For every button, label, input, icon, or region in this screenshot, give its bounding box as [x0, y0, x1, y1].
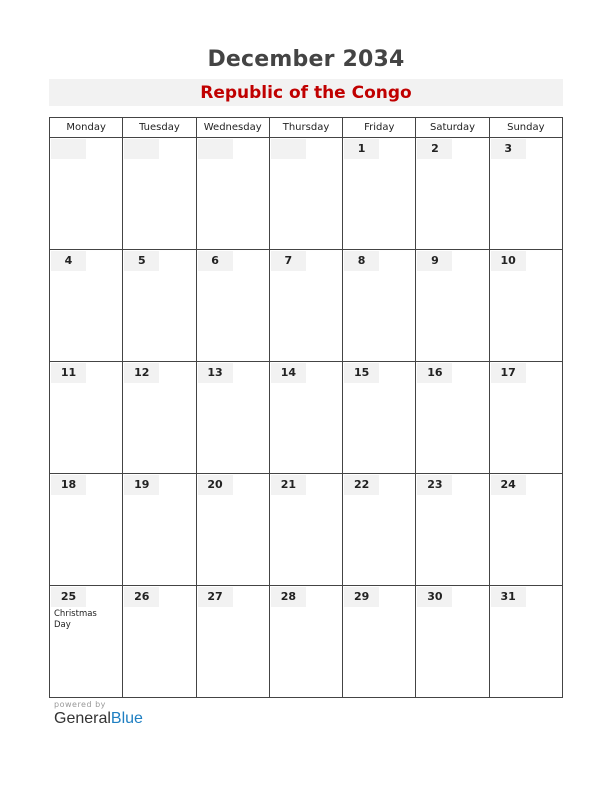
- footer: [54, 700, 143, 728]
- day-cell: [123, 250, 196, 362]
- day-number: [271, 139, 306, 159]
- day-number: 11: [51, 363, 86, 383]
- day-number: 29: [344, 587, 379, 607]
- day-cell: [123, 362, 196, 474]
- weekday-header-row: [50, 118, 563, 138]
- weekday-header: Thursday: [269, 118, 342, 138]
- calendar-grid: [49, 117, 563, 698]
- day-number: 26: [124, 587, 159, 607]
- country-banner: [49, 79, 563, 106]
- day-number: [198, 139, 233, 159]
- day-number: 31: [491, 587, 526, 607]
- day-number: 7: [271, 251, 306, 271]
- day-cell: [343, 586, 416, 698]
- weekday-header: Friday: [343, 118, 416, 138]
- day-number: 8: [344, 251, 379, 271]
- day-cell: [196, 138, 269, 250]
- country-name: Republic of the Congo: [200, 83, 412, 103]
- day-cell: [489, 474, 562, 586]
- day-cell: [343, 362, 416, 474]
- day-number: 17: [491, 363, 526, 383]
- generalblue-logo[interactable]: [54, 710, 143, 728]
- day-cell: [416, 362, 489, 474]
- day-cell: [489, 250, 562, 362]
- day-number: 25: [51, 587, 86, 607]
- brand-blue: Blue: [110, 710, 143, 727]
- day-cell: [269, 586, 342, 698]
- day-cell: [50, 250, 123, 362]
- day-number: 10: [491, 251, 526, 271]
- weekday-header: Sunday: [489, 118, 562, 138]
- day-number: 12: [124, 363, 159, 383]
- day-number: 5: [124, 251, 159, 271]
- day-number: 28: [271, 587, 306, 607]
- day-number: 13: [198, 363, 233, 383]
- day-cell: [269, 474, 342, 586]
- day-number: [51, 139, 86, 159]
- weekday-header: Saturday: [416, 118, 489, 138]
- day-number: 9: [417, 251, 452, 271]
- day-number: 19: [124, 475, 159, 495]
- week-row: [50, 138, 563, 250]
- day-cell: [343, 138, 416, 250]
- day-number: 1: [344, 139, 379, 159]
- day-cell: [123, 586, 196, 698]
- day-number: 16: [417, 363, 452, 383]
- day-cell: [269, 362, 342, 474]
- day-cell: [123, 138, 196, 250]
- day-number: 21: [271, 475, 306, 495]
- day-number: [124, 139, 159, 159]
- day-number: 23: [417, 475, 452, 495]
- day-cell: [343, 250, 416, 362]
- week-row: [50, 250, 563, 362]
- day-cell: [196, 362, 269, 474]
- day-cell: [416, 474, 489, 586]
- day-cell: [196, 250, 269, 362]
- day-number: 15: [344, 363, 379, 383]
- day-cell: [343, 474, 416, 586]
- day-cell: [269, 250, 342, 362]
- day-cell: [416, 586, 489, 698]
- weekday-header: Wednesday: [196, 118, 269, 138]
- week-row: [50, 586, 563, 698]
- day-cell: [50, 586, 123, 698]
- day-number: 6: [198, 251, 233, 271]
- brand-general: General: [54, 710, 111, 727]
- day-number: 30: [417, 587, 452, 607]
- day-number: 14: [271, 363, 306, 383]
- day-cell: [489, 138, 562, 250]
- day-cell: [123, 474, 196, 586]
- powered-by-label: powered by: [54, 700, 106, 709]
- day-number: 20: [198, 475, 233, 495]
- day-number: 24: [491, 475, 526, 495]
- day-cell: [489, 362, 562, 474]
- day-cell: [416, 138, 489, 250]
- day-cell: [196, 474, 269, 586]
- holiday-label: Christmas Day: [54, 609, 97, 630]
- day-number: 2: [417, 139, 452, 159]
- day-cell: [416, 250, 489, 362]
- day-number: 3: [491, 139, 526, 159]
- weekday-header: Tuesday: [123, 118, 196, 138]
- day-number: 22: [344, 475, 379, 495]
- day-number: 27: [198, 587, 233, 607]
- weekday-header: Monday: [50, 118, 123, 138]
- day-cell: [196, 586, 269, 698]
- day-cell: [50, 138, 123, 250]
- day-number: 18: [51, 475, 86, 495]
- day-cell: [489, 586, 562, 698]
- calendar-title: December 2034: [207, 47, 405, 72]
- day-number: 4: [51, 251, 86, 271]
- week-row: [50, 474, 563, 586]
- day-cell: [50, 362, 123, 474]
- day-cell: [50, 474, 123, 586]
- day-cell: [269, 138, 342, 250]
- week-row: [50, 362, 563, 474]
